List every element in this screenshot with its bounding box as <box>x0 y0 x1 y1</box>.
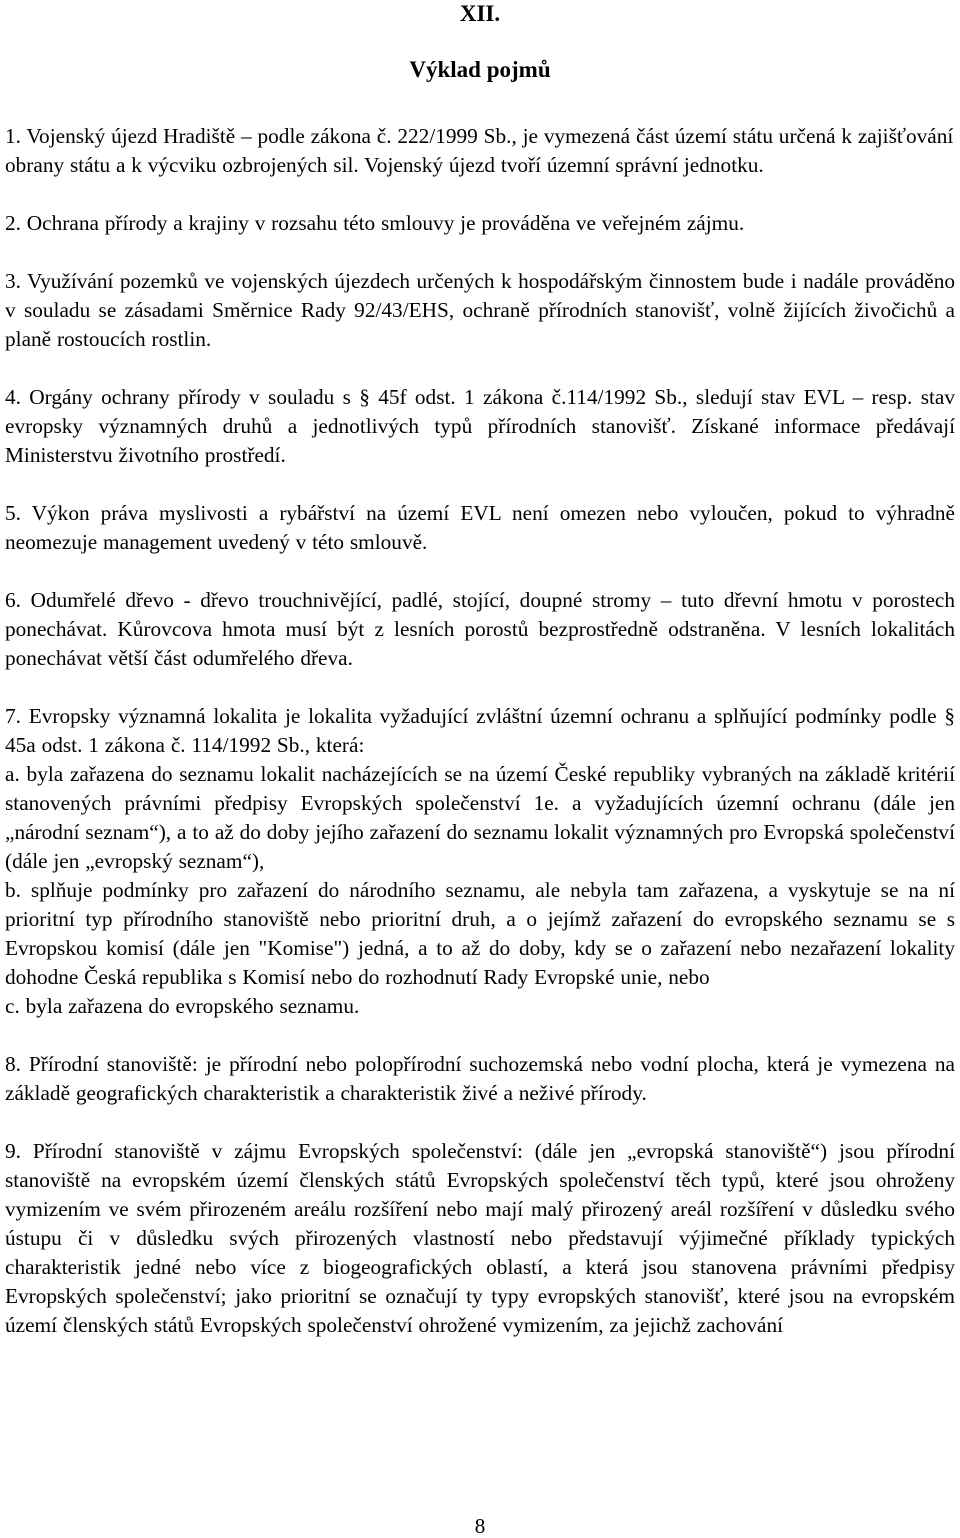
chapter-number: XII. <box>459 1 501 26</box>
page-title: Výklad pojmů <box>409 57 551 82</box>
definition-item-6: 6. Odumřelé dřevo - dřevo trouchnivějící, padlé, stojící, doupné stromy – tuto dřevní hmotu v porostech ponechávat. Kůrovcova hmota musí být z lesních porostů bezprostředně odstraněna. V lesních lokalitách ponechávat větší část odumřelého dřeva. <box>5 588 955 670</box>
definition-item-5: 5. Výkon práva myslivosti a rybářství na území EVL není omezen nebo vyloučen, pokud to výhradně neomezuje management uvedený v této smlouvě. <box>5 501 955 554</box>
definition-item-2: 2. Ochrana přírody a krajiny v rozsahu této smlouvy je prováděna ve veřejném zájmu. <box>5 211 745 235</box>
definition-item-7-sub-b: b. splňuje podmínky pro zařazení do národního seznamu, ale nebyla tam zařazena, a vyskytuje se na ní prioritní typ přírodního stanoviště nebo prioritní druh, a o jejímž zařazení do evropského seznamu se s Evropskou komisí (dále jen "Komise") jedná, a to až do doby, kdy se o zařazení nebo nezařazení lokality dohodne Česká republika s Komisí nebo do rozhodnutí Rady Evropské unie, nebo <box>5 878 955 989</box>
definition-item-3: 3. Využívání pozemků ve vojenských újezdech určených k hospodářským činnostem bude i nadále prováděno v souladu se zásadami Směrnice Rady 92/43/EHS, ochraně přírodních stanovišť, volně žijících živočichů a planě rostoucích rostlin. <box>5 269 955 351</box>
definition-item-7: 7. Evropsky významná lokalita je lokalita vyžadující zvláštní územní ochranu a splňující podmínky podle § 45a odst. 1 zákona č. 114/1992 Sb., která: <box>5 704 955 757</box>
definition-item-7-sub-a: a. byla zařazena do seznamu lokalit nacházejících se na území České republiky vybraných na základě kritérií stanovených právními předpisy Evropských společenství 1e. a vyžadujících územní ochranu (dále jen „národní seznam“), a to až do doby jejího zařazení do seznamu lokalit významných pro Evropská společenství (dále jen „evropský seznam“), <box>5 762 955 873</box>
definition-item-1: 1. Vojenský újezd Hradiště – podle zákona č. 222/1999 Sb., je vymezená část území státu určená k zajišťování obrany státu a k výcviku ozbrojených sil. Vojenský újezd tvoří územní správní jednotku. <box>5 124 954 177</box>
definition-item-8: 8. Přírodní stanoviště: je přírodní nebo polopřírodní suchozemská nebo vodní plocha, která je vymezena na základě geografických charakteristik a charakteristik živé a neživé přírody. <box>5 1052 955 1105</box>
definition-item-7-sub-c: c. byla zařazena do evropského seznamu. <box>5 994 360 1018</box>
definition-item-4: 4. Orgány ochrany přírody v souladu s § 45f odst. 1 zákona č.114/1992 Sb., sledují stav EVL – resp. stav evropsky významných druhů a jednotlivých typů přírodních stanovišť. Získané informace předávají Ministerstvu životního prostředí. <box>5 385 955 467</box>
page-number: 8 <box>474 1514 486 1538</box>
document-page <box>5 0 955 1340</box>
definition-item-9: 9. Přírodní stanoviště v zájmu Evropských společenství: (dále jen „evropská stanoviště“) jsou přírodní stanoviště na evropském území členských států Evropských společenství těch typů, které jsou ohroženy vymizením ve svém přirozeném areálu rozšíření nebo mají malý přirozený areál rozšíření v důsledku svého ústupu či v důsledku svých přirozených vlastností nebo představují výjimečné příklady typických charakteristik jedné nebo více z biogeografických oblastí, a která jsou stanovena právními předpisy Evropských společenství; jako prioritní se označují ty typy evropských stanovišť, které jsou na evropském území členských států Evropských společenství ohrožené vymizením, za jejichž zachování <box>5 1139 955 1337</box>
